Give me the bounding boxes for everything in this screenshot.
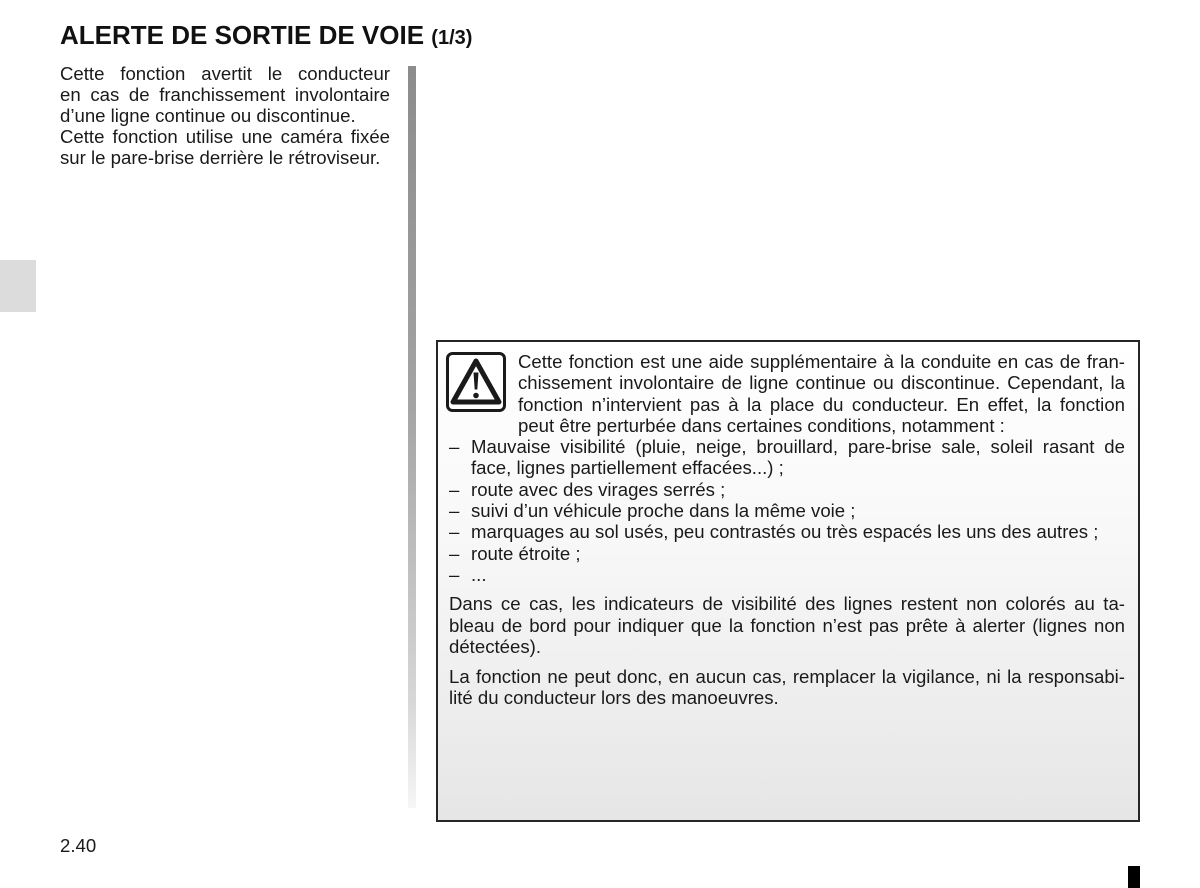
text-line: bleau de bord pour indiquer que la fonction n’est pas prête à alerter (lignes non bbox=[449, 614, 1125, 636]
text-line: Cette fonction est une aide supplémentaire à la conduite en cas de fran- bbox=[518, 351, 1125, 372]
list-bullet: – bbox=[449, 521, 460, 543]
text-line: Cette fonction avertit le conducteur bbox=[60, 62, 390, 84]
section-tab bbox=[0, 260, 36, 312]
list-item bbox=[449, 436, 1125, 479]
text-line: lité du conducteur lors des manoeuvres. bbox=[449, 686, 779, 708]
text-line: en cas de franchissement involontaire bbox=[60, 83, 390, 105]
text-line: marquages au sol usés, peu contrastés ou très espacés les uns des autres ; bbox=[471, 521, 1099, 543]
warning-lead-text bbox=[518, 351, 1125, 436]
text-line: Cette fonction utilise une caméra fixée bbox=[60, 125, 390, 147]
list-item-text bbox=[471, 479, 1125, 500]
text-line: Dans ce cas, les indicateurs de visibilité des lignes restent non colorés au ta- bbox=[449, 593, 1125, 615]
text-line: sur le pare-brise derrière le rétroviseur. bbox=[60, 146, 381, 168]
list-bullet: – bbox=[449, 542, 460, 564]
text-line: Mauvaise visibilité (pluie, neige, brouillard, pare-brise sale, soleil rasant de bbox=[471, 436, 1125, 458]
text-line: fonction n’intervient pas à la place du conducteur. En effet, la fonction bbox=[518, 393, 1125, 415]
warning-triangle-icon bbox=[446, 352, 506, 412]
text-line: face, lignes partiellement effacées...) ; bbox=[471, 457, 784, 479]
text-line: chissement involontaire de ligne continue ou discontinue. Cependant, la bbox=[518, 372, 1125, 394]
page-number: 2.40 bbox=[60, 834, 97, 856]
text-line: La fonction ne peut donc, en aucun cas, remplacer la vigilance, ni la responsabi- bbox=[449, 665, 1125, 687]
column-divider bbox=[408, 66, 416, 808]
page-edge-marker bbox=[1128, 866, 1140, 888]
list-bullet: – bbox=[449, 436, 460, 458]
list-item bbox=[449, 564, 1125, 585]
intro-paragraph bbox=[60, 126, 390, 168]
list-item bbox=[449, 543, 1125, 564]
text-line: route avec des virages serrés ; bbox=[471, 478, 726, 500]
text-line: ... bbox=[471, 563, 487, 585]
list-item bbox=[449, 479, 1125, 500]
text-line: suivi d’un véhicule proche dans la même voie ; bbox=[471, 500, 856, 522]
list-item-text bbox=[471, 436, 1125, 479]
intro-paragraph bbox=[60, 63, 390, 126]
list-bullet: – bbox=[449, 500, 460, 522]
warning-paragraph bbox=[449, 666, 1125, 709]
warning-paragraph bbox=[449, 593, 1125, 657]
list-item-text bbox=[471, 521, 1125, 542]
warning-box bbox=[436, 340, 1140, 822]
title-part-indicator: (1/3) bbox=[431, 27, 473, 49]
title-text: ALERTE DE SORTIE DE VOIE bbox=[60, 20, 425, 50]
text-line: détectées). bbox=[449, 635, 541, 657]
page-title bbox=[60, 20, 472, 53]
conditions-list bbox=[449, 436, 1125, 585]
list-item bbox=[449, 500, 1125, 521]
text-line: peut être perturbée dans certaines conditions, notamment : bbox=[518, 414, 1005, 436]
list-item-text bbox=[471, 543, 1125, 564]
text-line: d’une ligne continue ou discontinue. bbox=[60, 104, 356, 126]
list-bullet: – bbox=[449, 563, 460, 585]
list-item-text bbox=[471, 564, 1125, 585]
list-item-text bbox=[471, 500, 1125, 521]
list-bullet: – bbox=[449, 478, 460, 500]
list-item bbox=[449, 521, 1125, 542]
intro-text bbox=[60, 63, 390, 168]
text-line: route étroite ; bbox=[471, 542, 581, 564]
